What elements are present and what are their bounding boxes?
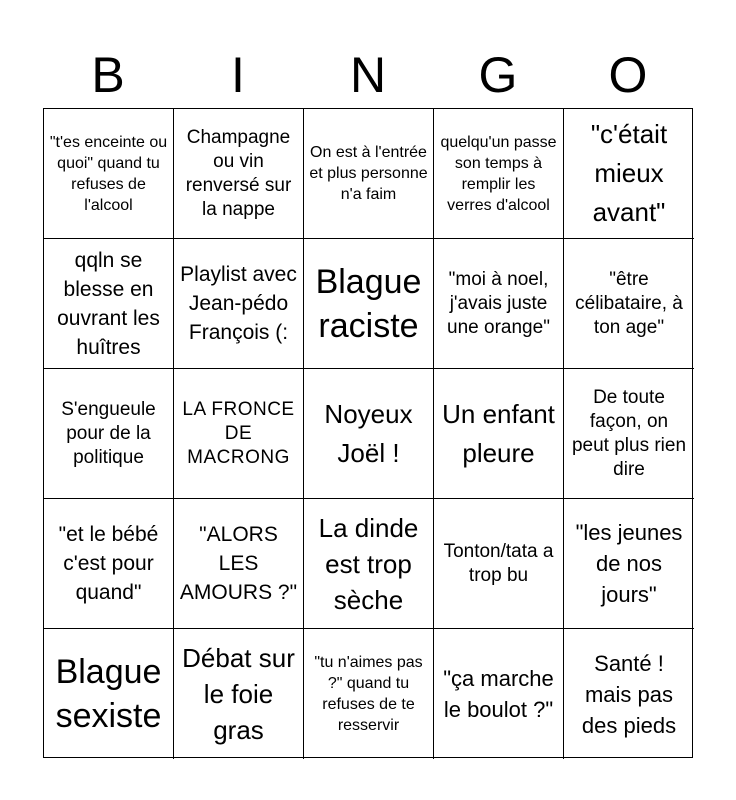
bingo-cell-1[interactable] [44, 109, 174, 239]
bingo-cell-6[interactable] [44, 239, 174, 369]
bingo-cell-14[interactable] [434, 369, 564, 499]
bingo-cell-15[interactable] [564, 369, 694, 499]
bingo-cell-18[interactable] [304, 499, 434, 629]
bingo-cell-13[interactable] [304, 369, 434, 499]
cell-text: "les jeunes de nos jours" [575, 520, 683, 607]
cell-text: "être célibataire, à ton age" [575, 268, 683, 338]
bingo-header [43, 44, 693, 106]
bingo-cell-5[interactable] [564, 109, 694, 239]
cell-text: "c'était mieux avant" [590, 119, 668, 227]
cell-text: Champagne ou vin renversé sur la nappe [185, 126, 292, 220]
cell-text: qqln se blesse en ouvrant les huîtres [57, 248, 160, 359]
cell-text: "t'es enceinte ou quoi" quand tu refuses de l'alcool [49, 133, 168, 214]
cell-text: "tu n'aimes pas ?" quand tu refuses de te resservir [314, 654, 423, 734]
cell-text: Blague sexiste [55, 653, 162, 735]
cell-text: Un enfant pleure [442, 398, 555, 468]
cell-text: Noyeux Joël ! [324, 398, 413, 468]
cell-text: Tonton/tata a trop bu [443, 540, 554, 586]
header-letter-n: N [349, 47, 387, 103]
cell-text: On est à l'entrée et plus personne n'a faim [309, 144, 428, 203]
bingo-cell-24[interactable] [434, 629, 564, 759]
cell-text: quelqu'un passe son temps à remplir les verres d'alcool [440, 133, 557, 214]
cell-text: Débat sur le foie gras [182, 643, 295, 745]
cell-text: LA FRONCE DE MACRONG [182, 398, 295, 468]
cell-text: La dinde est trop sèche [318, 512, 419, 615]
cell-text: "ALORS LES AMOURS ?" [179, 523, 298, 604]
bingo-cell-21[interactable] [44, 629, 174, 759]
cell-text: "ça marche le boulot ?" [443, 666, 554, 722]
header-letter-o: O [608, 47, 648, 103]
cell-text: S'engueule pour de la politique [61, 398, 156, 468]
cell-text: Playlist avec Jean-pédo François (: [180, 263, 297, 344]
header-letter-b: B [91, 47, 125, 103]
cell-text: "et le bébé c'est pour quand" [58, 523, 159, 604]
bingo-cell-2[interactable] [174, 109, 304, 239]
bingo-cell-4[interactable] [434, 109, 564, 239]
bingo-cell-7[interactable] [174, 239, 304, 369]
bingo-grid [43, 108, 693, 758]
cell-text: De toute façon, on peut plus rien dire [571, 386, 687, 480]
cell-text: "moi à noel, j'avais juste une orange" [447, 268, 550, 338]
bingo-cell-11[interactable] [44, 369, 174, 499]
header-letter-i: I [231, 47, 245, 103]
bingo-cell-16[interactable] [44, 499, 174, 629]
bingo-cell-22[interactable] [174, 629, 304, 759]
bingo-cell-8[interactable] [304, 239, 434, 369]
bingo-cell-25[interactable] [564, 629, 694, 759]
bingo-cell-10[interactable] [564, 239, 694, 369]
bingo-cell-23[interactable] [304, 629, 434, 759]
bingo-cell-20[interactable] [564, 499, 694, 629]
bingo-cell-9[interactable] [434, 239, 564, 369]
bingo-cell-19[interactable] [434, 499, 564, 629]
header-letter-g: G [478, 47, 518, 103]
bingo-cell-12[interactable] [174, 369, 304, 499]
cell-text: Blague raciste [315, 262, 422, 345]
bingo-cell-17[interactable] [174, 499, 304, 629]
cell-text: Santé ! mais pas des pieds [581, 650, 677, 738]
bingo-cell-3[interactable] [304, 109, 434, 239]
